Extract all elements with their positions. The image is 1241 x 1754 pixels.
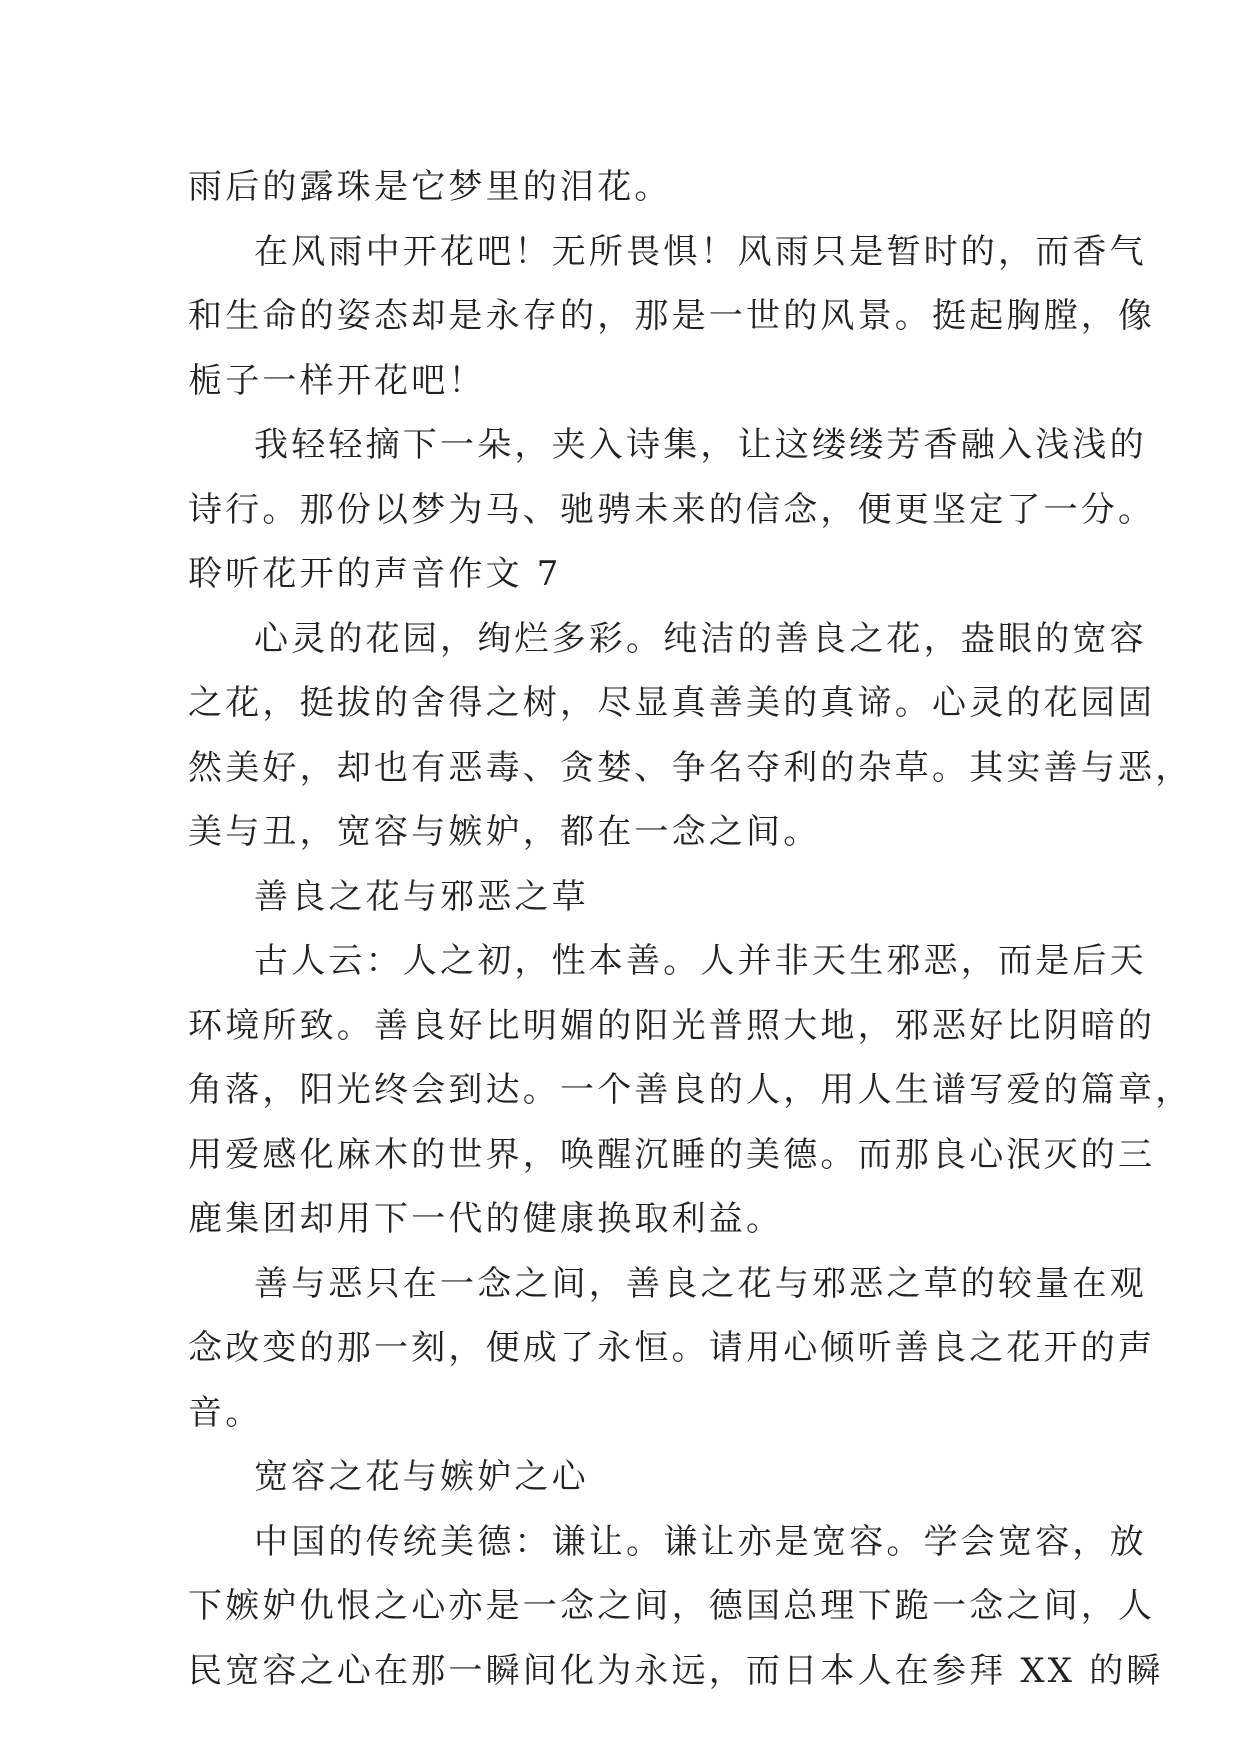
text-line: 栀子一样开花吧！ [188,360,486,401]
text-line: 角落，阳光终会到达。一个善良的人，用人生谱写爱的篇章， [188,1070,1193,1110]
text-line: 之花，挺拔的舍得之树，尽显真善美的真谛。心灵的花园固 [188,683,1156,723]
text-line: 环境所致。善良好比明媚的阳光普照大地，邪恶好比阴暗的 [188,1005,1156,1046]
text-line: 宽容之花与嫉妒之心 [254,1457,589,1497]
text-line: 在风雨中开花吧！无所畏惧！风雨只是暂时的，而香气 [254,231,1147,272]
text-line: 鹿集团却用下一代的健康换取利益。 [188,1199,784,1239]
text-line: 善与恶只在一念之间，善良之花与邪恶之草的较量在观 [254,1263,1147,1304]
document-body [188,155,1193,1703]
text-line: 我轻轻摘下一朵，夹入诗集，让这缕缕芳香融入浅浅的 [254,425,1147,465]
text-line: 中国的传统美德：谦让。谦让亦是宽容。学会宽容，放 [254,1521,1147,1562]
text-line: 心灵的花园，绚烂多彩。纯洁的善良之花，盎眼的宽容 [254,618,1147,659]
text-line: 美与丑，宽容与嫉妒，都在一念之间。 [188,812,821,852]
text-line: 雨后的露珠是它梦里的泪花。 [188,167,672,207]
text-line: 音。 [188,1392,263,1433]
text-line: 和生命的姿态却是永存的，那是一世的风景。挺起胸膛，像 [188,296,1156,336]
text-line: 下嫉妒仇恨之心亦是一念之间，德国总理下跪一念之间，人 [188,1586,1156,1626]
text-line: 古人云：人之初，性本善。人并非天生邪恶，而是后天 [254,941,1147,981]
text-line: 念改变的那一刻，便成了永恒。请用心倾听善良之花开的声 [188,1328,1156,1368]
text-line: 用爱感化麻木的世界，唤醒沉睡的美德。而那良心泯灭的三 [188,1134,1156,1175]
text-line: 民宽容之心在那一瞬间化为永远，而日本人在参拜 XX 的瞬 [188,1650,1164,1691]
text-line: 然美好，却也有恶毒、贪婪、争名夺利的杂草。其实善与恶， [188,747,1193,788]
text-line: 诗行。那份以梦为马、驰骋未来的信念，便更坚定了一分。 [188,489,1156,530]
text-line: 聆听花开的声音作文 7 [188,554,562,594]
text-line: 善良之花与邪恶之草 [254,876,589,917]
